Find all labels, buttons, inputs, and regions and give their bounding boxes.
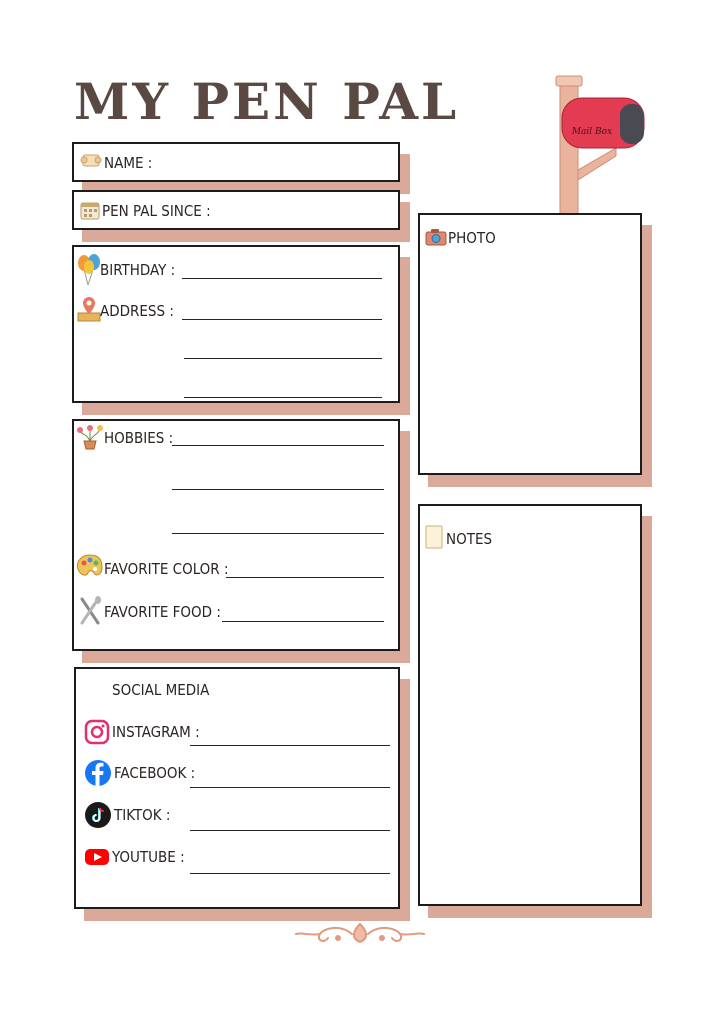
address-line-1[interactable] [182, 319, 382, 320]
hobbies-line-1[interactable] [172, 445, 384, 446]
facebook-line[interactable] [190, 787, 390, 788]
calendar-icon [80, 200, 100, 220]
birthday-label: BIRTHDAY : [100, 261, 176, 279]
hobbies-box [72, 419, 400, 651]
tiktok-icon [84, 801, 112, 829]
photo-box [418, 213, 642, 475]
location-pin-icon [76, 295, 102, 323]
flower-pot-icon [76, 423, 104, 451]
fork-spoon-icon [78, 595, 102, 625]
pen-pal-since-label: PEN PAL SINCE : [102, 202, 211, 220]
birthday-address-box [72, 245, 400, 403]
address-line-3[interactable] [184, 397, 382, 398]
address-line-2[interactable] [184, 358, 382, 359]
youtube-label: YOUTUBE : [112, 848, 185, 866]
camera-icon [424, 227, 448, 247]
notes-label: NOTES [446, 530, 493, 548]
scroll-icon [80, 152, 102, 170]
favorite-food-label: FAVORITE FOOD : [104, 603, 221, 621]
balloons-icon [76, 253, 102, 287]
instagram-label: INSTAGRAM : [112, 723, 200, 741]
name-label: NAME : [104, 154, 153, 172]
facebook-icon [84, 759, 112, 787]
favorite-food-line[interactable] [222, 621, 384, 622]
notepad-icon [424, 524, 444, 550]
instagram-line[interactable] [190, 745, 390, 746]
pen-pal-since-box [72, 190, 400, 230]
hobbies-line-2[interactable] [172, 489, 384, 490]
favorite-color-line[interactable] [226, 577, 384, 578]
page-title: MY PEN PAL [74, 72, 460, 131]
mailbox-icon [548, 74, 652, 224]
facebook-label: FACEBOOK : [114, 764, 196, 782]
tiktok-label: TIKTOK : [114, 806, 171, 824]
hobbies-line-3[interactable] [172, 533, 384, 534]
photo-label: PHOTO [448, 229, 496, 247]
youtube-line[interactable] [190, 873, 390, 874]
notes-box [418, 504, 642, 906]
tiktok-line[interactable] [190, 830, 390, 831]
name-box [72, 142, 400, 182]
mailbox-sign: Mail Box [571, 127, 613, 137]
hobbies-label: HOBBIES : [104, 429, 174, 447]
social-media-box [74, 667, 400, 909]
favorite-color-label: FAVORITE COLOR : [104, 560, 229, 578]
flourish-ornament-icon [290, 918, 430, 948]
paint-palette-icon [76, 553, 104, 579]
instagram-icon [84, 719, 110, 745]
social-media-heading: SOCIAL MEDIA [112, 681, 210, 699]
address-label: ADDRESS : [100, 302, 174, 320]
youtube-icon [84, 847, 110, 867]
birthday-line[interactable] [182, 278, 382, 279]
